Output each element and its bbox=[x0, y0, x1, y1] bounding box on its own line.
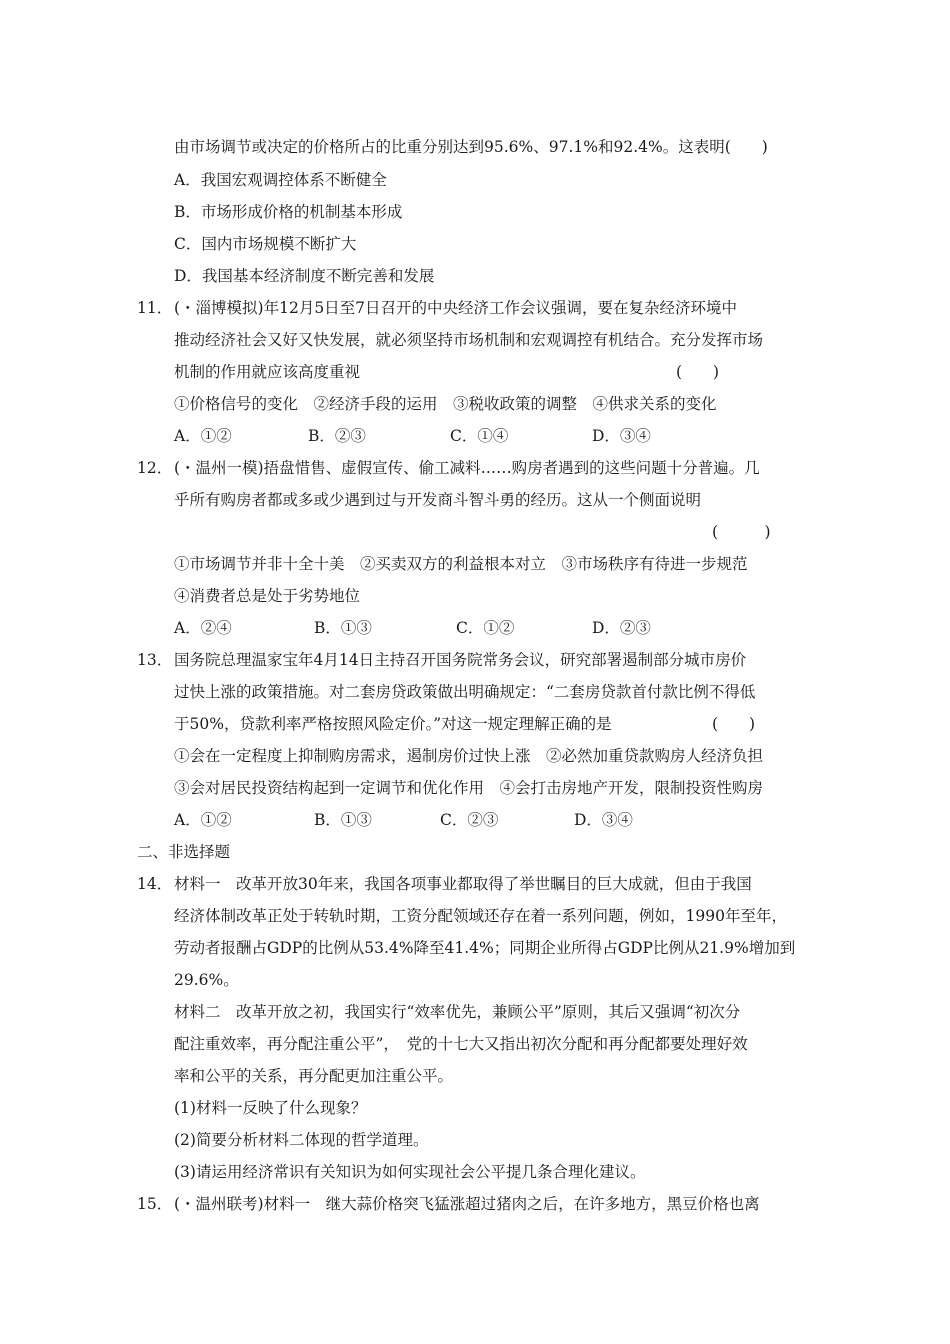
q12-option-c: C．①② bbox=[456, 619, 515, 637]
q13-stem-line-2: 过快上涨的政策措施。对二套房贷政策做出明确规定：“二套房贷款首付款比例不得低 bbox=[174, 683, 756, 701]
q14-subquestion-3: (3)请运用经济常识有关知识为如何实现社会公平提几条合理化建议。 bbox=[174, 1163, 646, 1181]
q10-option-b: B．市场形成价格的机制基本形成 bbox=[174, 203, 403, 221]
q11-option-b: B．②③ bbox=[308, 427, 366, 445]
q13-answer-paren: ( ) bbox=[712, 715, 756, 733]
q11-stem-line-3: 机制的作用就应该高度重视 bbox=[174, 363, 361, 381]
q13-option-c: C．②③ bbox=[440, 811, 499, 829]
q11-number: 11． bbox=[137, 299, 173, 317]
q14-material1-line-3: 劳动者报酬占GDP的比例从53.4%降至41.4%；同期企业所得占GDP比例从21.9%增加到 bbox=[174, 939, 796, 957]
q14-subquestion-2: (2)简要分析材料二体现的哲学道理。 bbox=[174, 1131, 429, 1149]
q10-option-d: D．我国基本经济制度不断完善和发展 bbox=[174, 267, 435, 285]
q13-stem-line-3: 于50%，贷款利率严格按照风险定价。”对这一规定理解正确的是 bbox=[174, 715, 612, 733]
q12-option-a: A．②④ bbox=[174, 619, 232, 637]
q14-material1-line-4: 29.6%。 bbox=[174, 971, 239, 989]
section-heading: 二、非选择题 bbox=[137, 843, 231, 861]
q14-material1-line-2: 经济体制改革正处于转轨时期，工资分配领域还存在着一系列问题，例如，1990年至年， bbox=[174, 907, 787, 925]
q12-option-b: B．①③ bbox=[314, 619, 372, 637]
q11-stem-line-1: (・淄博模拟)年12月5日至7日召开的中央经济工作会议强调，要在复杂经济环境中 bbox=[174, 299, 738, 317]
q11-option-a: A．①② bbox=[174, 427, 232, 445]
q11-stem-line-2: 推动经济社会又好又快发展，就必须坚持市场机制和宏观调控有机结合。充分发挥市场 bbox=[174, 331, 764, 349]
q10-option-c: C．国内市场规模不断扩大 bbox=[174, 235, 357, 253]
q15-stem-line-1: (・温州联考)材料一 继大蒜价格突飞猛涨超过猪肉之后，在许多地方，黑豆价格也离 bbox=[174, 1195, 760, 1213]
q12-stem-line-2: 乎所有购房者都或多或少遇到过与开发商斗智斗勇的经历。这从一个侧面说明 bbox=[174, 491, 702, 509]
q11-option-c: C．①④ bbox=[450, 427, 509, 445]
q12-items-line-2: ④消费者总是处于劣势地位 bbox=[174, 587, 361, 605]
q12-stem-line-1: (・温州一模)捂盘惜售、虚假宣传、偷工减料……购房者遇到的这些问题十分普遍。几 bbox=[174, 459, 760, 477]
q13-stem-line-1: 国务院总理温家宝年4月14日主持召开国务院常务会议，研究部署遏制部分城市房价 bbox=[174, 651, 747, 669]
q11-option-d: D．③④ bbox=[592, 427, 651, 445]
q14-number: 14． bbox=[137, 875, 173, 893]
q15-number: 15． bbox=[137, 1195, 173, 1213]
q14-material2-line-3: 率和公平的关系，再分配更加注重公平。 bbox=[174, 1067, 454, 1085]
q13-option-d: D．③④ bbox=[574, 811, 633, 829]
q11-items: ①价格信号的变化 ②经济手段的运用 ③税收政策的调整 ④供求关系的变化 bbox=[174, 395, 717, 413]
q14-subquestion-1: (1)材料一反映了什么现象？ bbox=[174, 1099, 367, 1117]
q13-number: 13． bbox=[137, 651, 173, 669]
q13-option-a: A．①② bbox=[174, 811, 232, 829]
q10-option-a: A．我国宏观调控体系不断健全 bbox=[174, 171, 387, 189]
q12-number: 12． bbox=[137, 459, 173, 477]
q13-items-line-1: ①会在一定程度上抑制购房需求，遏制房价过快上涨 ②必然加重贷款购房人经济负担 bbox=[174, 747, 764, 765]
q13-items-line-2: ③会对居民投资结构起到一定调节和优化作用 ④会打击房地产开发，限制投资性购房 bbox=[174, 779, 764, 797]
q13-option-b: B．①③ bbox=[314, 811, 372, 829]
q10-stem-continuation: 由市场调节或决定的价格所占的比重分别达到95.6%、97.1%和92.4%。这表明( ) bbox=[174, 138, 768, 156]
q11-answer-paren: ( ) bbox=[676, 363, 720, 381]
q14-material2-line-2: 配注重效率，再分配注重公平”， 党的十七大又指出初次分配和再分配都要处理好效 bbox=[174, 1035, 748, 1053]
q12-answer-paren: ( ) bbox=[712, 523, 771, 541]
q14-material2-line-1: 材料二 改革开放之初，我国实行“效率优先，兼顾公平”原则，其后又强调“初次分 bbox=[174, 1003, 741, 1021]
q12-option-d: D．②③ bbox=[592, 619, 651, 637]
q12-items-line-1: ①市场调节并非十全十美 ②买卖双方的利益根本对立 ③市场秩序有待进一步规范 bbox=[174, 555, 748, 573]
q14-material1-line-1: 材料一 改革开放30年来，我国各项事业都取得了举世瞩目的巨大成就，但由于我国 bbox=[174, 875, 752, 893]
